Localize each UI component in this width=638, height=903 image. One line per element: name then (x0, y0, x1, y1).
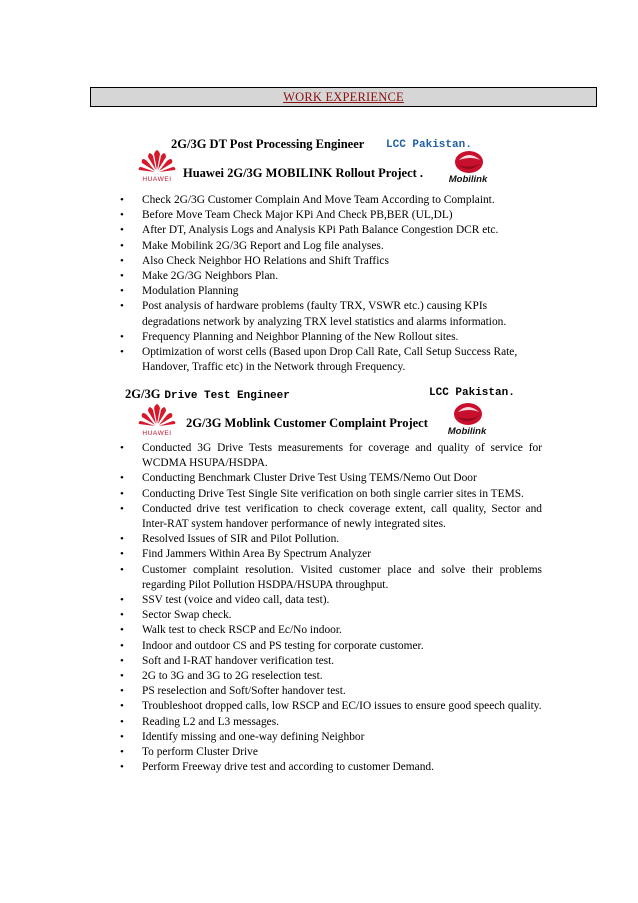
list-item: • Conducted 3G Drive Tests measurements for coverage and quality of service for WCDMA HSUPA/HSDPA. (117, 441, 542, 471)
list-item: • To perform Cluster Drive (117, 745, 542, 760)
list-item: • Indoor and outdoor CS and PS testing for corporate customer. (117, 639, 542, 654)
list-item: • Conducting Benchmark Cluster Drive Test Using TEMS/Nemo Out Door (117, 471, 542, 486)
list-item: • Sector Swap check. (117, 608, 542, 623)
job2-role-prefix: 2G/3G (125, 387, 161, 401)
huawei-logo (133, 402, 181, 443)
list-item: • Resolved Issues of SIR and Pilot Pollution. (117, 532, 542, 547)
list-item: • 2G to 3G and 3G to 2G reselection test. (117, 669, 542, 684)
job1-bullet-list (117, 193, 547, 375)
list-item: • Before Move Team Check Major KPi And Check PB,BER (UL,DL) (117, 208, 547, 223)
mobilink-logo-wordmark: Mobilink (447, 426, 487, 437)
job2-project: 2G/3G Moblink Customer Complaint Project (186, 416, 428, 430)
list-item: • Frequency Planning and Neighbor Planning of the New Rollout sites. (117, 330, 547, 345)
job1-company: LCC Pakistan. (386, 139, 472, 151)
list-item: • Check 2G/3G Customer Complain And Move Team According to Complaint. (117, 193, 547, 208)
list-item: • Optimization of worst cells (Based upon Drop Call Rate, Call Setup Success Rate, Handover, Traffic etc) in the Network through Frequency. (117, 345, 542, 375)
job1-project: Huawei 2G/3G MOBILINK Rollout Project . (183, 166, 424, 180)
list-item: • PS reselection and Soft/Softer handover test. (117, 684, 542, 699)
job1-role: 2G/3G DT Post Processing Engineer (171, 137, 365, 151)
list-item: • Post analysis of hardware problems (faulty TRX, VSWR etc.) causing KPIs degradations network by analyzing TRX level statistics and alarms information. (117, 299, 522, 329)
list-item: • Make Mobilink 2G/3G Report and Log file analyses. (117, 239, 547, 254)
section-title: WORK EXPERIENCE (283, 90, 404, 104)
list-item: • Conducting Drive Test Single Site verification on both single carrier sites in TEMS. (117, 487, 542, 502)
list-item: • Reading L2 and L3 messages. (117, 715, 542, 730)
list-item: • Modulation Planning (117, 284, 547, 299)
job2-bullet-list (117, 441, 542, 775)
list-item: • Soft and I-RAT handover verification test. (117, 654, 542, 669)
huawei-logo (133, 148, 181, 189)
job2-company: LCC Pakistan. (429, 387, 515, 399)
list-item: • Find Jammers Within Area By Spectrum Analyzer (117, 547, 542, 562)
list-item: • Troubleshoot dropped calls, low RSCP and EC/IO issues to ensure good speech quality. (117, 699, 542, 714)
huawei-logo-wordmark: HUAWEI (142, 430, 172, 437)
list-item: • Identify missing and one-way defining Neighbor (117, 730, 542, 745)
list-item: • Also Check Neighbor HO Relations and Shift Traffics (117, 254, 547, 269)
section-header-bar (90, 87, 597, 107)
list-item: • Walk test to check RSCP and Ec/No indoor. (117, 623, 542, 638)
list-item: • SSV test (voice and video call, data test). (117, 593, 542, 608)
list-item: • Conducted drive test verification to check coverage extent, call quality, Sector and Inter-RAT system handover performance of newly integrated sites. (117, 502, 542, 532)
huawei-logo-wordmark: HUAWEI (142, 176, 172, 183)
job2-role (125, 385, 290, 403)
mobilink-logo-wordmark: Mobilink (448, 174, 488, 185)
job2-role-title: Drive Test Engineer (164, 390, 290, 402)
mobilink-logo (442, 148, 494, 191)
list-item: • Make 2G/3G Neighbors Plan. (117, 269, 547, 284)
list-item: • Customer complaint resolution. Visited customer place and solve their problems regarding Pilot Pollution HSDPA/HSUPA throughput. (117, 563, 542, 593)
list-item: • Perform Freeway drive test and according to customer Demand. (117, 760, 542, 775)
list-item: • After DT, Analysis Logs and Analysis KPi Path Balance Congestion DCR etc. (117, 223, 547, 238)
mobilink-logo (441, 400, 493, 443)
